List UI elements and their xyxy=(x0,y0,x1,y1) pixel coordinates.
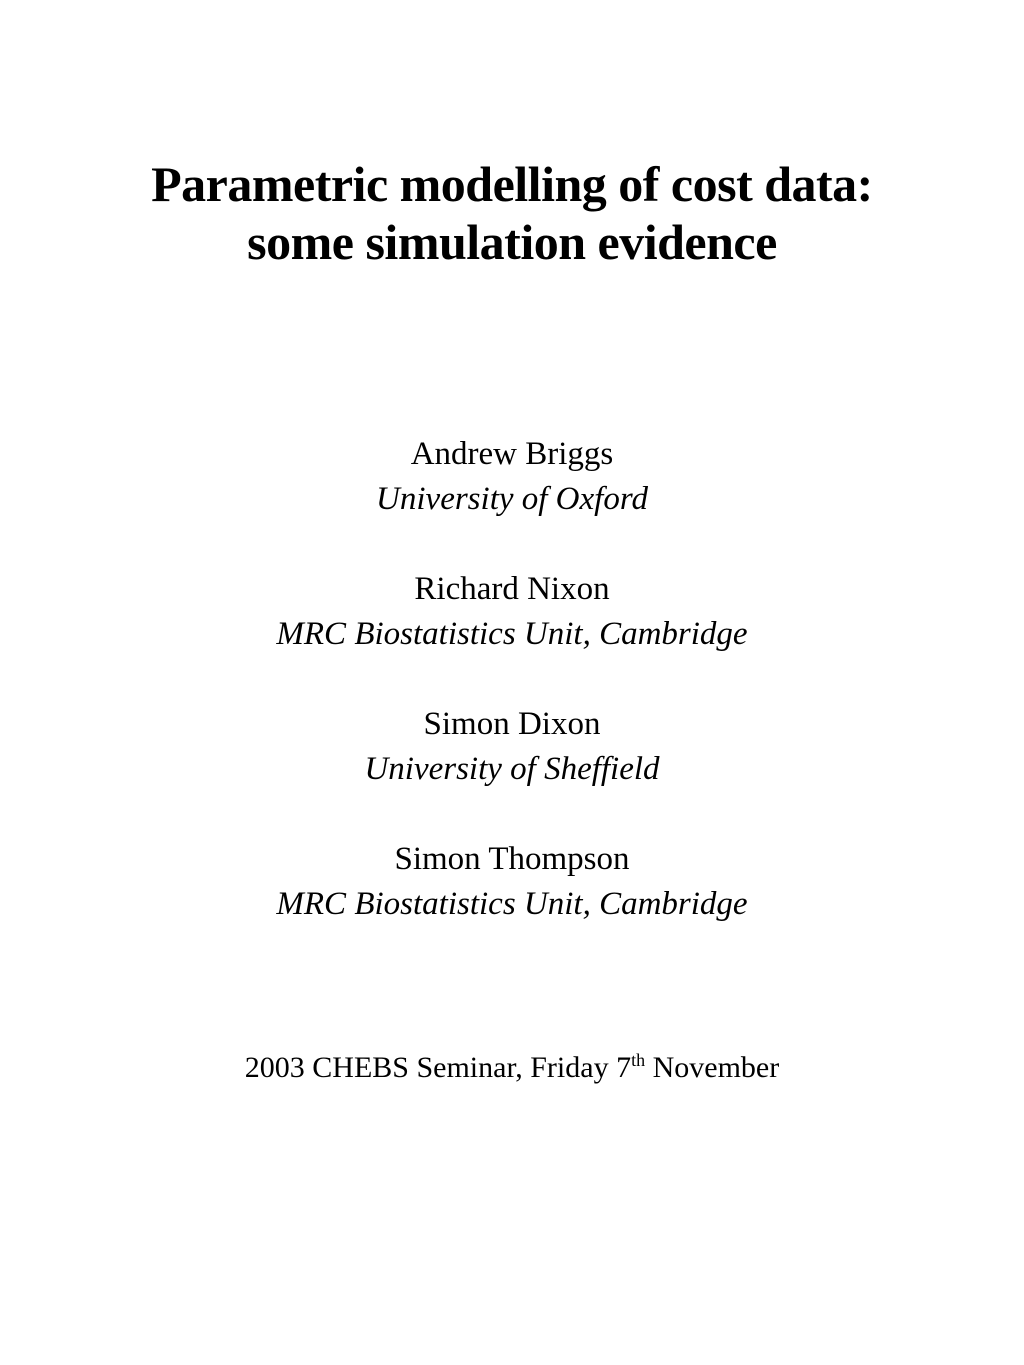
author-name: Richard Nixon xyxy=(414,571,610,607)
author-entry xyxy=(0,837,1024,927)
title-line-2: some simulation evidence xyxy=(247,214,777,270)
page-title xyxy=(0,155,1024,271)
author-entry xyxy=(0,702,1024,792)
author-affiliation: MRC Biostatistics Unit, Cambridge xyxy=(276,886,748,922)
event-line xyxy=(0,1048,1024,1088)
author-list xyxy=(0,432,1024,972)
author-affiliation: MRC Biostatistics Unit, Cambridge xyxy=(276,616,748,652)
event-ordinal-suffix: th xyxy=(631,1050,646,1070)
author-name: Andrew Briggs xyxy=(410,436,614,472)
author-affiliation: University of Oxford xyxy=(376,481,648,517)
event-prefix: 2003 CHEBS Seminar, Friday 7 xyxy=(244,1051,632,1084)
author-name: Simon Dixon xyxy=(423,706,601,742)
event-suffix: November xyxy=(645,1051,780,1084)
title-line-1: Parametric modelling of cost data: xyxy=(151,156,873,212)
author-entry xyxy=(0,567,1024,657)
author-affiliation: University of Sheffield xyxy=(364,751,660,787)
author-entry xyxy=(0,432,1024,522)
author-name: Simon Thompson xyxy=(394,841,630,877)
